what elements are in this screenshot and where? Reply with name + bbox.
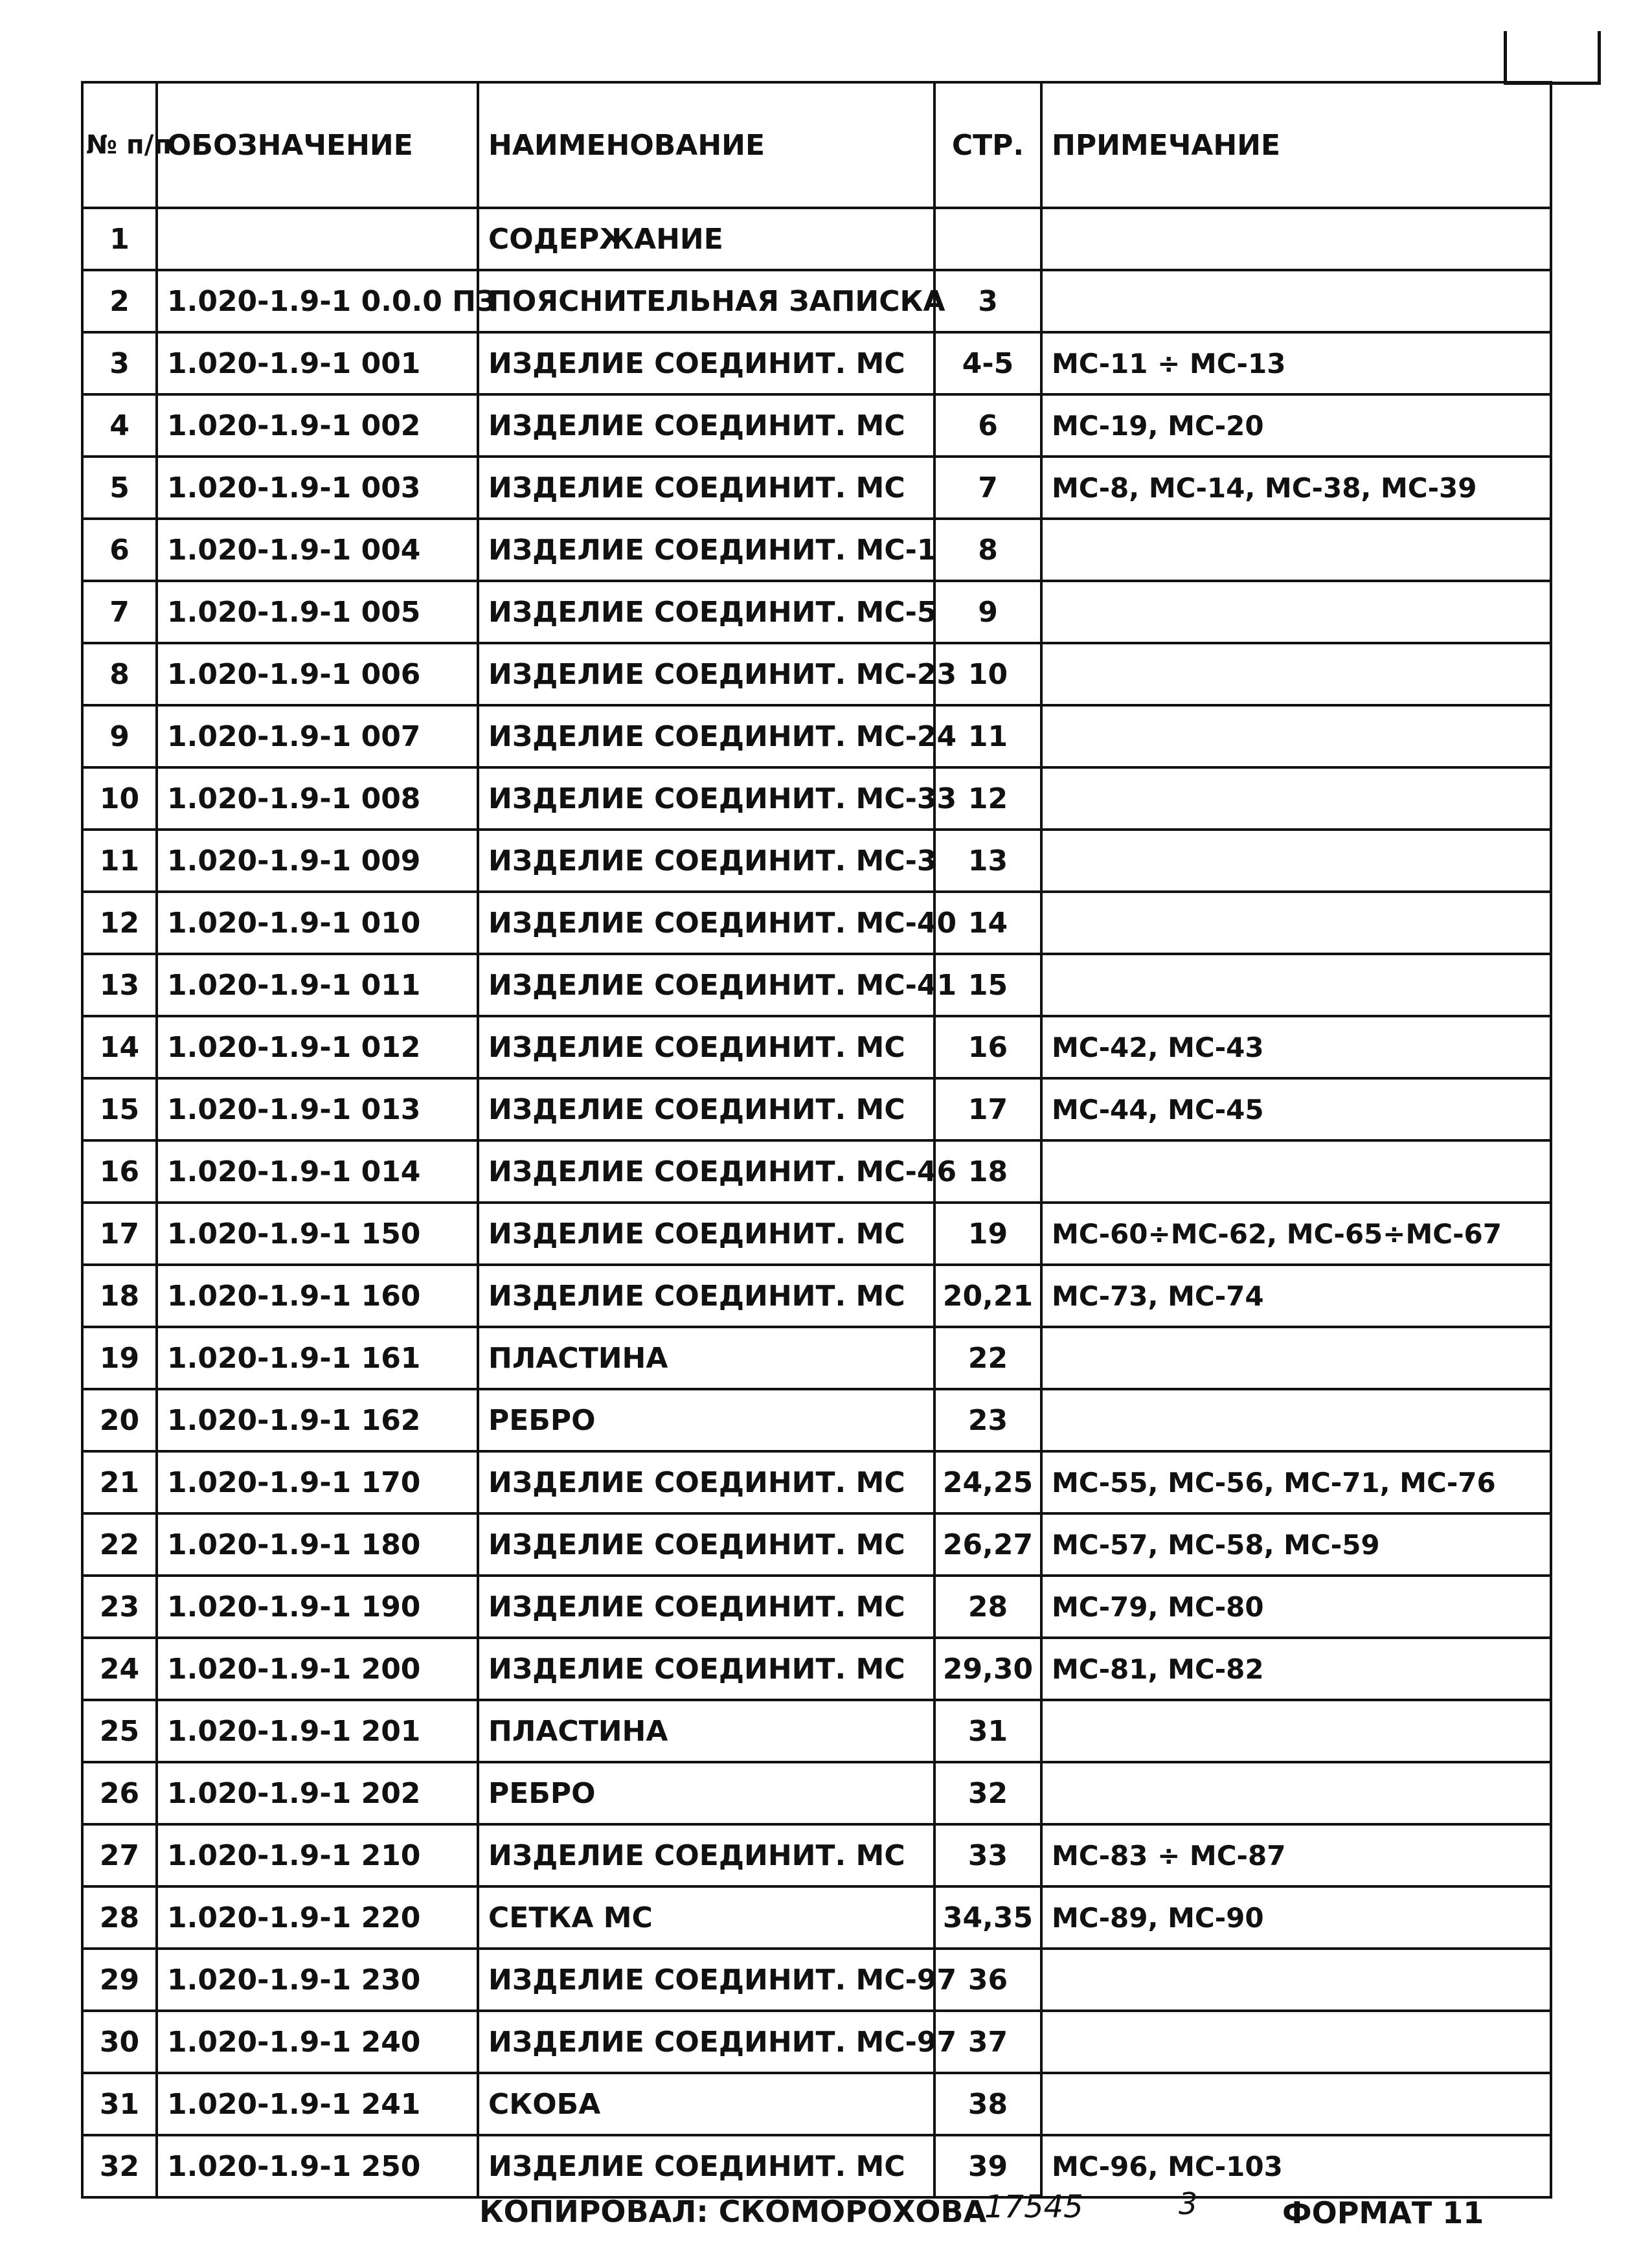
table-row [82,1513,1551,1576]
row-note: МС-42, МС-43 [1041,1016,1551,1078]
row-designation: 1.020-1.9-1 010 [157,892,478,954]
row-number: 8 [82,643,157,705]
table-row [82,1078,1551,1140]
row-number: 21 [82,1451,157,1513]
table-row [82,1886,1551,1949]
table-row [82,1451,1551,1513]
table-row [82,2011,1551,2073]
row-page: 14 [934,892,1041,954]
row-note [1041,2011,1551,2073]
row-number: 31 [82,2073,157,2135]
row-designation: 1.020-1.9-1 170 [157,1451,478,1513]
row-page: 8 [934,519,1041,581]
row-name: ИЗДЕЛИЕ СОЕДИНИТ. МС-97 [478,2011,934,2073]
row-note [1041,2073,1551,2135]
row-page: 23 [934,1389,1041,1451]
row-number: 20 [82,1389,157,1451]
table-row [82,457,1551,519]
row-number: 25 [82,1700,157,1762]
row-name: ИЗДЕЛИЕ СОЕДИНИТ. МС-23 [478,643,934,705]
table-row [82,1327,1551,1389]
row-number: 5 [82,457,157,519]
row-page: 20,21 [934,1265,1041,1327]
table-row [82,1265,1551,1327]
row-name: ИЗДЕЛИЕ СОЕДИНИТ. МС [478,457,934,519]
row-page: 22 [934,1327,1041,1389]
row-name: ИЗДЕЛИЕ СОЕДИНИТ. МС [478,1576,934,1638]
row-designation: 1.020-1.9-1 013 [157,1078,478,1140]
row-designation: 1.020-1.9-1 220 [157,1886,478,1949]
row-name: ИЗДЕЛИЕ СОЕДИНИТ. МС-1 [478,519,934,581]
table-row [82,1949,1551,2011]
table-row [82,2135,1551,2197]
row-name: ИЗДЕЛИЕ СОЕДИНИТ. МС [478,1513,934,1576]
row-number: 22 [82,1513,157,1576]
row-designation: 1.020-1.9-1 011 [157,954,478,1016]
row-designation: 1.020-1.9-1 230 [157,1949,478,2011]
header-num: № п/п [82,82,157,208]
table-row [82,1389,1551,1451]
row-name: ИЗДЕЛИЕ СОЕДИНИТ. МС-46 [478,1140,934,1203]
row-page: 39 [934,2135,1041,2197]
row-note [1041,954,1551,1016]
row-page: 10 [934,643,1041,705]
row-designation: 1.020-1.9-1 200 [157,1638,478,1700]
row-page: 36 [934,1949,1041,2011]
row-note: МС-83 ÷ МС-87 [1041,1824,1551,1886]
header-name: НАИМЕНОВАНИЕ [478,82,934,208]
row-name: ИЗДЕЛИЕ СОЕДИНИТ. МС [478,1078,934,1140]
row-note: МС-8, МС-14, МС-38, МС-39 [1041,457,1551,519]
row-name: ИЗДЕЛИЕ СОЕДИНИТ. МС [478,1638,934,1700]
row-note: МС-96, МС-103 [1041,2135,1551,2197]
row-name: ИЗДЕЛИЕ СОЕДИНИТ. МС-33 [478,767,934,830]
row-note [1041,1140,1551,1203]
row-note [1041,643,1551,705]
row-designation: 1.020-1.9-1 241 [157,2073,478,2135]
row-number: 30 [82,2011,157,2073]
table-header-row [82,82,1551,208]
row-designation: 1.020-1.9-1 161 [157,1327,478,1389]
row-designation: 1.020-1.9-1 210 [157,1824,478,1886]
row-page: 33 [934,1824,1041,1886]
row-designation: 1.020-1.9-1 001 [157,332,478,394]
header-note: ПРИМЕЧАНИЕ [1041,82,1551,208]
table-row [82,581,1551,643]
row-number: 6 [82,519,157,581]
table-row [82,1576,1551,1638]
title-block-corner [1504,31,1601,85]
footer [0,2186,1652,2247]
row-note [1041,1700,1551,1762]
row-name: ПЛАСТИНА [478,1327,934,1389]
row-note [1041,1389,1551,1451]
row-name: ИЗДЕЛИЕ СОЕДИНИТ. МС [478,1016,934,1078]
table-row [82,705,1551,767]
row-note [1041,581,1551,643]
row-page: 34,35 [934,1886,1041,1949]
row-number: 14 [82,1016,157,1078]
table-row [82,892,1551,954]
row-note [1041,519,1551,581]
row-name: ИЗДЕЛИЕ СОЕДИНИТ. МС-40 [478,892,934,954]
row-number: 23 [82,1576,157,1638]
row-page: 31 [934,1700,1041,1762]
row-page: 38 [934,2073,1041,2135]
row-page [934,208,1041,270]
row-designation: 1.020-1.9-1 008 [157,767,478,830]
row-page: 19 [934,1203,1041,1265]
row-designation: 1.020-1.9-1 202 [157,1762,478,1824]
row-name: ПОЯСНИТЕЛЬНАЯ ЗАПИСКА [478,270,934,332]
format-label: ФОРМАТ 11 [1282,2195,1484,2230]
row-name: ИЗДЕЛИЕ СОЕДИНИТ. МС [478,2135,934,2197]
row-note [1041,830,1551,892]
row-name: СОДЕРЖАНИЕ [478,208,934,270]
row-page: 15 [934,954,1041,1016]
row-designation: 1.020-1.9-1 004 [157,519,478,581]
row-designation: 1.020-1.9-1 006 [157,643,478,705]
row-page: 18 [934,1140,1041,1203]
row-name: ИЗДЕЛИЕ СОЕДИНИТ. МС-24 [478,705,934,767]
row-name: ИЗДЕЛИЕ СОЕДИНИТ. МС [478,1203,934,1265]
table-row [82,519,1551,581]
row-designation: 1.020-1.9-1 005 [157,581,478,643]
table-row [82,643,1551,705]
row-number: 13 [82,954,157,1016]
row-note: МС-73, МС-74 [1041,1265,1551,1327]
row-name: СЕТКА МС [478,1886,934,1949]
table-row [82,1824,1551,1886]
row-designation: 1.020-1.9-1 240 [157,2011,478,2073]
table-row [82,2073,1551,2135]
row-name: ИЗДЕЛИЕ СОЕДИНИТ. МС [478,1824,934,1886]
row-page: 28 [934,1576,1041,1638]
row-page: 37 [934,2011,1041,2073]
header-designation: ОБОЗНАЧЕНИЕ [157,82,478,208]
row-page: 4-5 [934,332,1041,394]
row-designation: 1.020-1.9-1 190 [157,1576,478,1638]
row-note: МС-81, МС-82 [1041,1638,1551,1700]
row-name: ИЗДЕЛИЕ СОЕДИНИТ. МС-3 [478,830,934,892]
row-page: 26,27 [934,1513,1041,1576]
row-note [1041,270,1551,332]
row-note: МС-60÷МС-62, МС-65÷МС-67 [1041,1203,1551,1265]
row-number: 9 [82,705,157,767]
table-row [82,394,1551,457]
row-note: МС-57, МС-58, МС-59 [1041,1513,1551,1576]
row-number: 16 [82,1140,157,1203]
header-page: СТР. [934,82,1041,208]
row-name: РЕБРО [478,1762,934,1824]
row-page: 16 [934,1016,1041,1078]
table-row [82,830,1551,892]
table-row [82,270,1551,332]
row-name: ИЗДЕЛИЕ СОЕДИНИТ. МС [478,332,934,394]
row-name: ПЛАСТИНА [478,1700,934,1762]
copied-by: КОПИРОВАЛ: СКОМОРОХОВА [479,2194,987,2229]
row-designation: 1.020-1.9-1 180 [157,1513,478,1576]
row-note: МС-55, МС-56, МС-71, МС-76 [1041,1451,1551,1513]
row-number: 7 [82,581,157,643]
row-number: 10 [82,767,157,830]
row-note [1041,208,1551,270]
sheet-number: 3 [1179,2186,1198,2221]
row-note: МС-11 ÷ МС-13 [1041,332,1551,394]
row-designation: 1.020-1.9-1 162 [157,1389,478,1451]
row-designation: 1.020-1.9-1 160 [157,1265,478,1327]
row-designation: 1.020-1.9-1 009 [157,830,478,892]
row-number: 17 [82,1203,157,1265]
row-page: 11 [934,705,1041,767]
row-note [1041,1327,1551,1389]
table-row [82,1762,1551,1824]
row-designation: 1.020-1.9-1 0.0.0 ПЗ [157,270,478,332]
row-designation: 1.020-1.9-1 201 [157,1700,478,1762]
row-designation [157,208,478,270]
row-page: 12 [934,767,1041,830]
row-name: ИЗДЕЛИЕ СОЕДИНИТ. МС [478,1451,934,1513]
row-number: 11 [82,830,157,892]
row-name: ИЗДЕЛИЕ СОЕДИНИТ. МС-97 [478,1949,934,2011]
row-page: 6 [934,394,1041,457]
row-number: 26 [82,1762,157,1824]
row-note: МС-89, МС-90 [1041,1886,1551,1949]
row-name: РЕБРО [478,1389,934,1451]
row-note: МС-19, МС-20 [1041,394,1551,457]
row-designation: 1.020-1.9-1 250 [157,2135,478,2197]
table-row [82,1203,1551,1265]
row-number: 24 [82,1638,157,1700]
table-row [82,767,1551,830]
row-number: 18 [82,1265,157,1327]
table-row [82,1016,1551,1078]
row-designation: 1.020-1.9-1 150 [157,1203,478,1265]
row-name: ИЗДЕЛИЕ СОЕДИНИТ. МС-41 [478,954,934,1016]
row-designation: 1.020-1.9-1 002 [157,394,478,457]
contents-table [81,81,1552,2199]
row-number: 4 [82,394,157,457]
row-number: 27 [82,1824,157,1886]
row-number: 3 [82,332,157,394]
row-note [1041,705,1551,767]
table-row [82,1140,1551,1203]
row-number: 2 [82,270,157,332]
row-designation: 1.020-1.9-1 012 [157,1016,478,1078]
row-name: СКОБА [478,2073,934,2135]
table-row [82,332,1551,394]
row-number: 12 [82,892,157,954]
row-designation: 1.020-1.9-1 003 [157,457,478,519]
table-row [82,954,1551,1016]
row-page: 9 [934,581,1041,643]
row-note [1041,1949,1551,2011]
row-page: 3 [934,270,1041,332]
row-name: ИЗДЕЛИЕ СОЕДИНИТ. МС [478,394,934,457]
row-designation: 1.020-1.9-1 007 [157,705,478,767]
table-row [82,1638,1551,1700]
table-body [82,208,1551,2197]
row-page: 24,25 [934,1451,1041,1513]
row-number: 15 [82,1078,157,1140]
row-page: 7 [934,457,1041,519]
row-number: 29 [82,1949,157,2011]
table-row [82,208,1551,270]
row-page: 29,30 [934,1638,1041,1700]
row-number: 28 [82,1886,157,1949]
row-page: 13 [934,830,1041,892]
row-number: 32 [82,2135,157,2197]
row-page: 17 [934,1078,1041,1140]
row-page: 32 [934,1762,1041,1824]
row-note: МС-79, МС-80 [1041,1576,1551,1638]
row-number: 19 [82,1327,157,1389]
row-note [1041,892,1551,954]
row-number: 1 [82,208,157,270]
row-note: МС-44, МС-45 [1041,1078,1551,1140]
row-note [1041,767,1551,830]
row-designation: 1.020-1.9-1 014 [157,1140,478,1203]
table-row [82,1700,1551,1762]
row-note [1041,1762,1551,1824]
row-name: ИЗДЕЛИЕ СОЕДИНИТ. МС-5 [478,581,934,643]
row-name: ИЗДЕЛИЕ СОЕДИНИТ. МС [478,1265,934,1327]
inventory-number: 17545 [984,2189,1083,2225]
